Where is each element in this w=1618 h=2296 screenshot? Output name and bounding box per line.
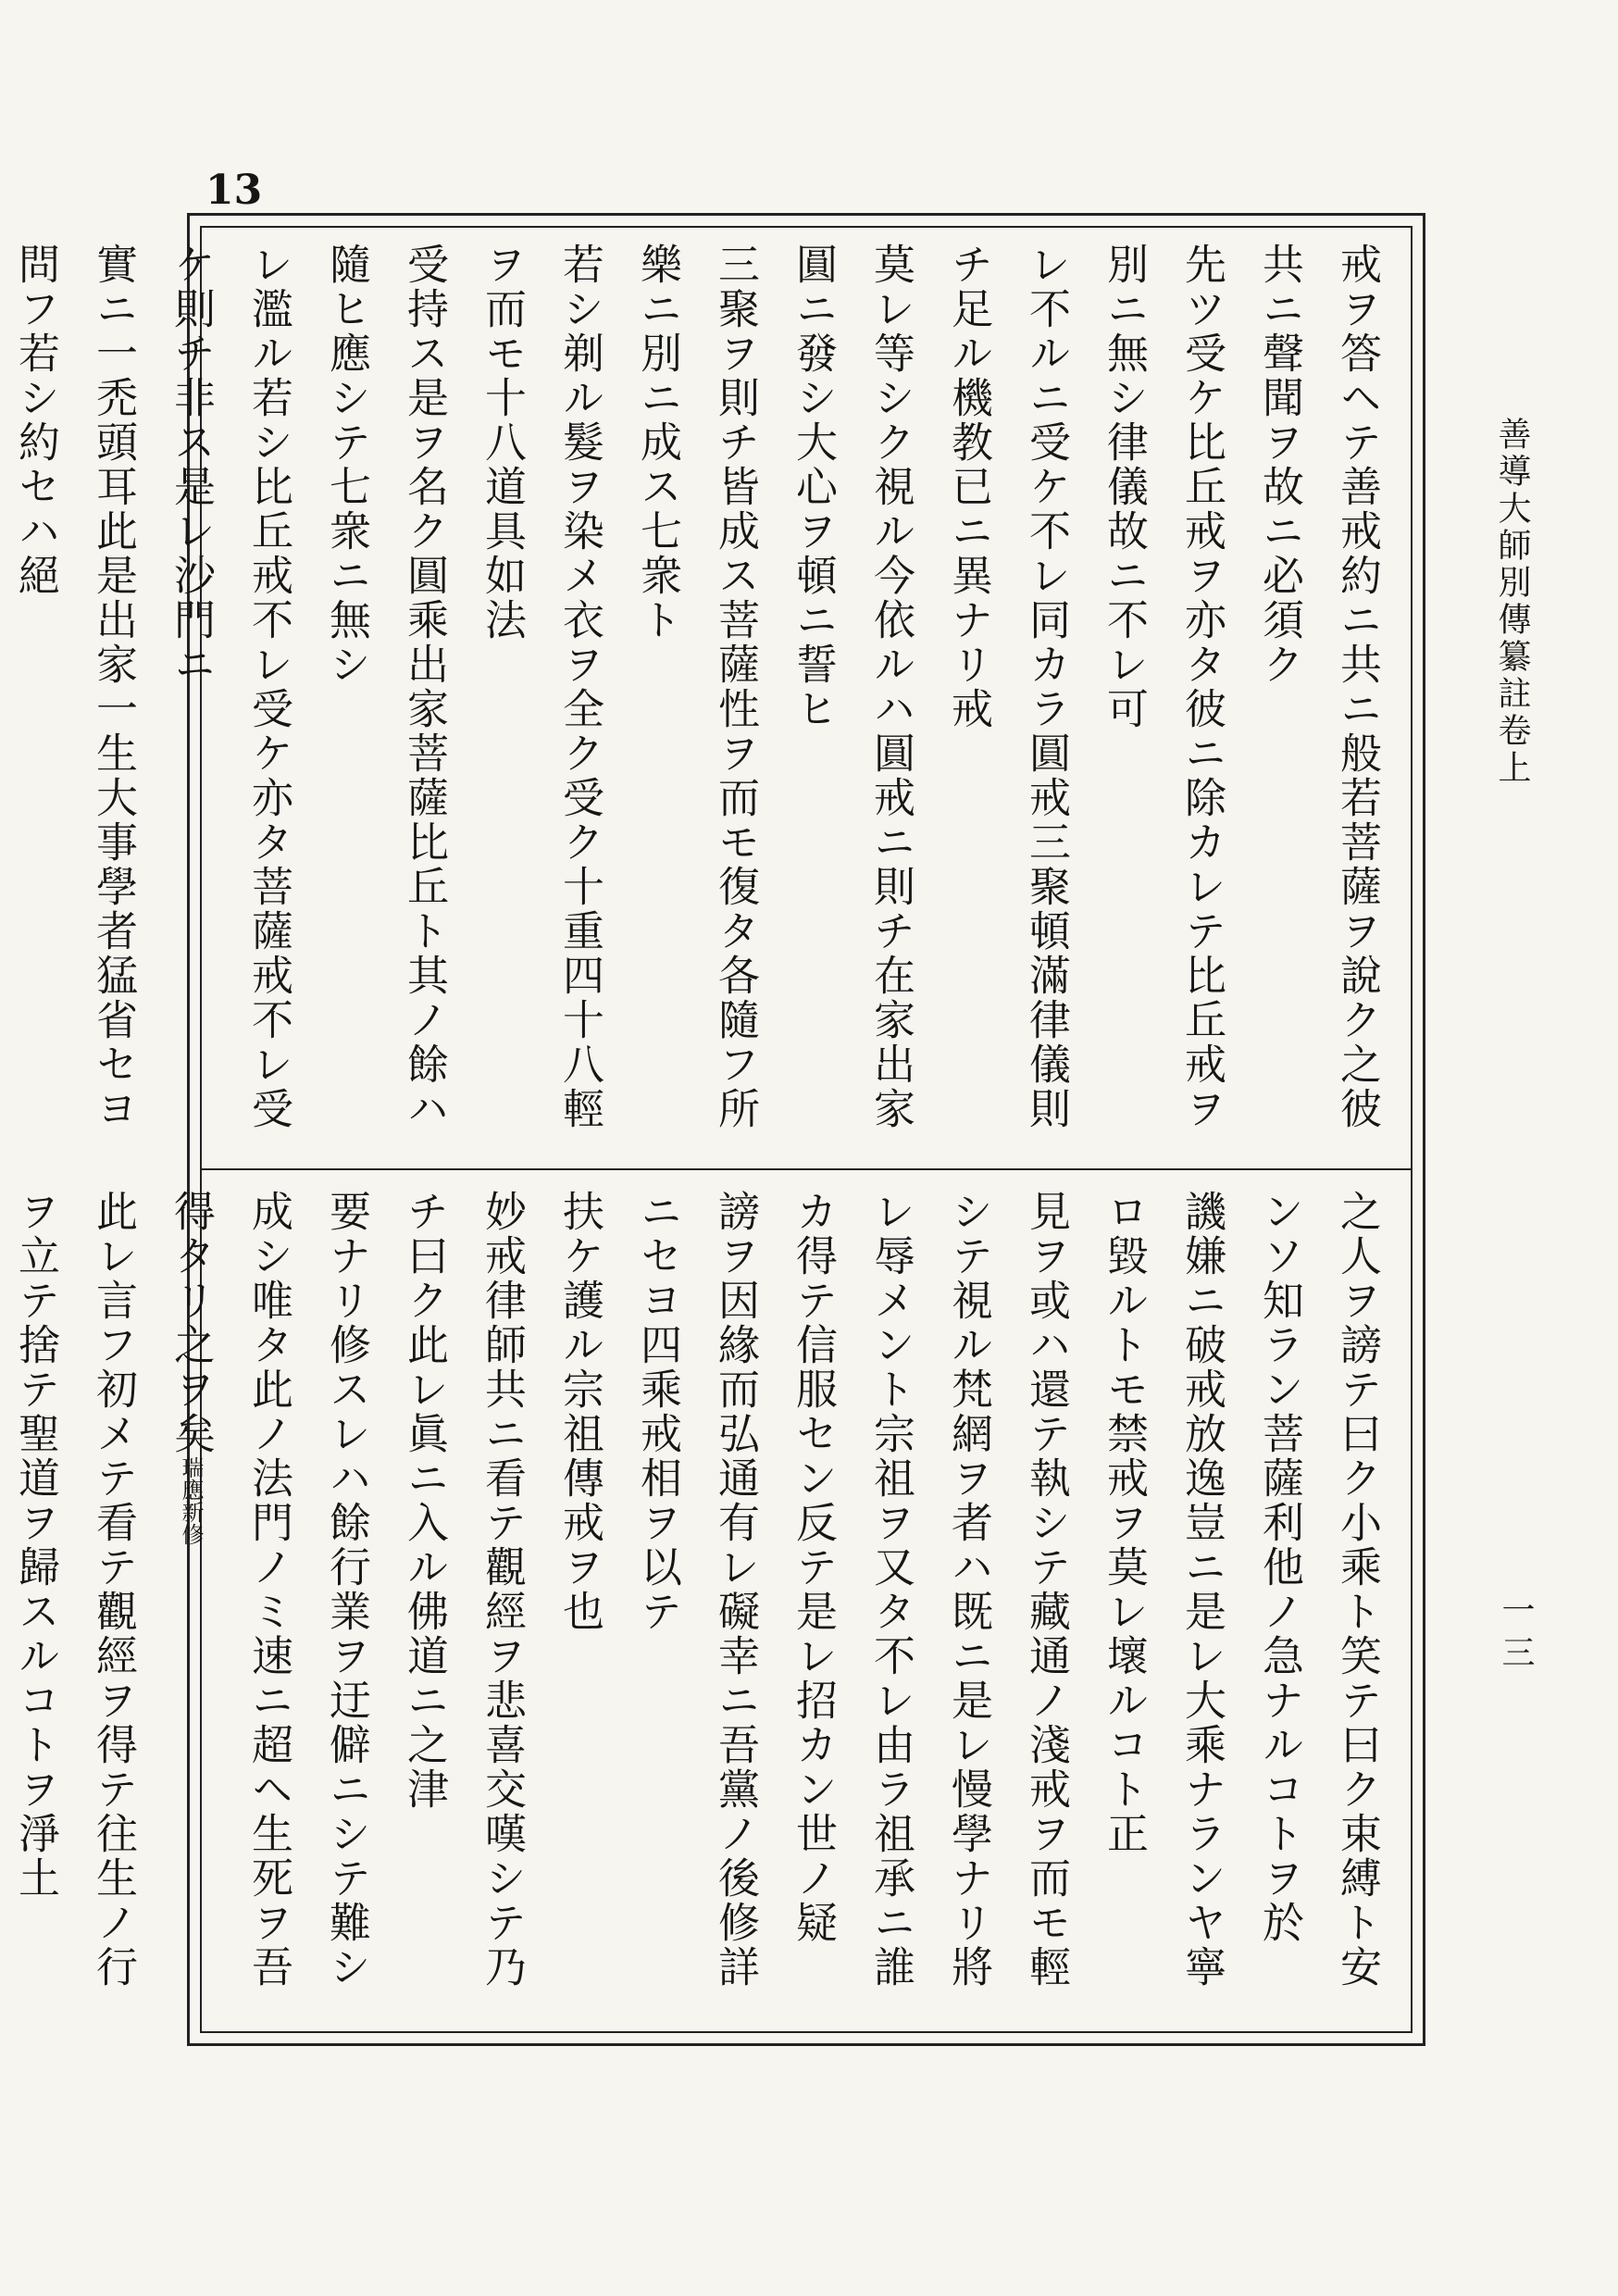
- text-column: 譏嫌ニ破戒放逸豈ニ是レ大乘ナランヤ寧ロ毀ルトモ禁戒ヲ莫レ壞ルコト正: [1100, 1190, 1226, 1990]
- text-column: 扶ケ護ル宗祖傳戒ヲ也: [555, 1190, 604, 1634]
- text-column: 受持ス是ヲ名ク圓乘出家菩薩比丘ト其ノ餘ハ隨ヒ應シテ七衆ニ無シ: [322, 243, 449, 1131]
- margin-page-number: 一三: [1497, 1592, 1535, 1678]
- upper-text-block: [11, 243, 1396, 1145]
- text-column: 實ニ一禿頭耳此是出家一生大事學者猛省セヨ問フ若シ約セハ絕: [11, 243, 138, 1131]
- text-column: レ辱メント宗祖ヲ又タ不レ由ラ祖承ニ誰カ得テ信服セン反テ是レ招カン世ノ疑: [789, 1190, 915, 1990]
- text-column: 戒ヲ答ヘテ善戒約ニ共ニ般若菩薩ヲ說ク之彼共ニ聲聞ヲ故ニ必須ク: [1255, 243, 1382, 1131]
- text-column: 此レ言フ初メテ看テ觀經ヲ得テ往生ノ行ヲ立テ捨テ聖道ヲ歸スルコトヲ淨土: [11, 1190, 138, 1990]
- text-column: 見ヲ或ハ還テ執シテ藏通ノ淺戒ヲ而モ輕シテ視ル梵網ヲ者ハ既ニ是レ慢學ナリ將: [944, 1190, 1071, 1990]
- text-column-body: 得タリ之ヲ矣: [167, 1190, 216, 1456]
- text-column: レ濫ル若シ比丘戒不レ受ケ亦タ菩薩戒不レ受ケ則チ非ス是レ沙門ニ: [167, 243, 293, 1131]
- text-column: 之人ヲ謗テ曰ク小乘ト笑テ曰ク束縛ト安ンソ知ラン菩薩利他ノ急ナルコトヲ於: [1255, 1190, 1382, 1990]
- text-column: 若シ剃ル髮ヲ染メ衣ヲ全ク受ク十重四十八輕ヲ而モ十八道具如法: [478, 243, 604, 1131]
- headnote: 瑞應新修: [178, 1456, 204, 1545]
- text-column: [152, 1190, 230, 2014]
- page-number: 13: [205, 167, 263, 214]
- text-column: 先ツ受ケ比丘戒ヲ亦タ彼ニ除カレテ比丘戒ヲ別ニ無シ律儀故ニ不レ可: [1100, 243, 1226, 1131]
- text-column: 莫レ等シク視ル今依ルハ圓戒ニ則チ在家出家圓ニ發シ大心ヲ頓ニ誓ヒ: [789, 243, 915, 1131]
- section-divider: [200, 1168, 1413, 1170]
- lower-text-block: [11, 1190, 1396, 2014]
- running-title: 善導大師別傳纂註卷上: [1493, 417, 1531, 787]
- text-column: 要ナリ修スレハ餘行業ヲ迂僻ニシテ難シ成シ唯タ此ノ法門ノミ速ニ超ヘ生死ヲ吾: [244, 1190, 371, 1990]
- text-column: レ不ルニ受ケ不レ同カラ圓戒三聚頓滿律儀則チ足ル機教已ニ異ナリ戒: [944, 243, 1071, 1131]
- text-column: 妙戒律師共ニ看テ觀經ヲ悲喜交嘆シテ乃チ曰ク此レ眞ニ入ル佛道ニ之津: [400, 1190, 527, 1990]
- text-column: 三聚ヲ則チ皆成ス菩薩性ヲ而モ復タ各隨フ所樂ニ別ニ成ス七衆ト: [633, 243, 760, 1131]
- text-column: 謗ヲ因緣而弘通有レ礙幸ニ吾黨ノ後修詳ニセヨ四乘戒相ヲ以テ: [633, 1190, 760, 1990]
